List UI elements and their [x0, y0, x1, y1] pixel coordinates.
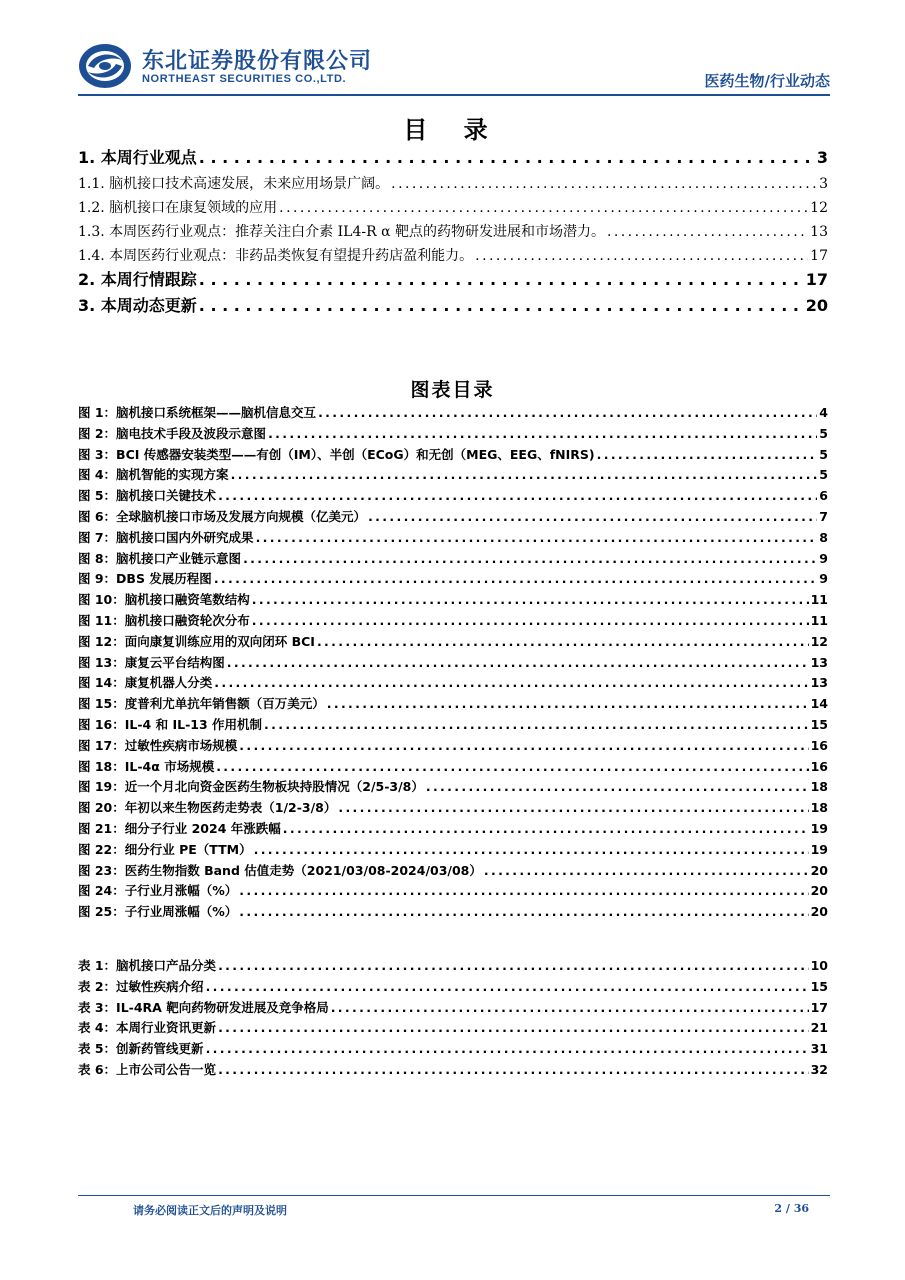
leader-dots [327, 694, 809, 715]
figure-entry[interactable] [78, 569, 828, 590]
figure-entry-label: 图 25：子行业周涨幅（%） [78, 904, 238, 920]
figure-entry[interactable] [78, 694, 828, 715]
toc-entry-page: 3 [816, 148, 828, 167]
table-entry-label: 表 5：创新药管线更新 [78, 1041, 204, 1057]
leader-dots [199, 268, 804, 292]
leader-dots [218, 1060, 809, 1081]
toc-entry[interactable] [78, 294, 828, 318]
report-section-tag: 医药生物/行业动态 [704, 72, 830, 90]
figure-entry-page: 5 [819, 425, 828, 441]
figure-entry-label: 图 11：脑机接口融资轮次分布 [78, 612, 250, 628]
figure-entry-label: 图 4：脑机智能的实现方案 [78, 467, 229, 483]
figure-entry-page: 19 [810, 820, 828, 836]
footer-divider [78, 1195, 830, 1196]
figure-entry[interactable] [78, 777, 828, 798]
figure-entry-page: 18 [810, 800, 828, 816]
figure-list [78, 403, 828, 923]
toc-entry-page: 13 [810, 224, 828, 240]
leader-dots [239, 881, 808, 902]
company-name-en: NORTHEAST SECURITIES CO.,LTD. [142, 73, 347, 85]
toc-entry[interactable] [78, 244, 828, 268]
figure-entry[interactable] [78, 465, 828, 486]
leader-dots [239, 902, 808, 923]
figure-entry-page: 14 [810, 696, 828, 712]
figure-entry-page: 11 [810, 592, 828, 608]
figure-entry-label: 图 13：康复云平台结构图 [78, 654, 225, 670]
figure-entry[interactable] [78, 819, 828, 840]
leader-dots [243, 549, 817, 570]
figure-entry-page: 16 [810, 737, 828, 753]
leader-dots [218, 956, 809, 977]
figure-entry[interactable] [78, 528, 828, 549]
figure-entry-page: 4 [819, 405, 828, 420]
table-entry[interactable] [78, 1039, 828, 1060]
figure-entry[interactable] [78, 632, 828, 653]
toc-entry-page: 17 [810, 248, 828, 264]
figure-entry-label: 图 7：脑机接口国内外研究成果 [78, 529, 254, 545]
toc-entry[interactable] [78, 268, 828, 292]
figure-entry-label: 图 24：子行业月涨幅（%） [78, 883, 238, 899]
figure-entry-page: 8 [819, 529, 828, 545]
toc-entry-label: 2. 本周行情跟踪 [78, 270, 197, 289]
table-entry-page: 17 [810, 999, 828, 1015]
figure-entry-page: 7 [819, 508, 828, 524]
leader-dots [317, 632, 809, 653]
table-entry-label: 表 6：上市公司公告一览 [78, 1061, 217, 1077]
leader-dots [199, 294, 804, 318]
figure-entry-label: 图 16：IL-4 和 IL-13 作用机制 [78, 716, 263, 732]
figure-entry-label: 图 23：医药生物指数 Band 估值走势（2021/03/08-2024/03/08） [78, 862, 482, 878]
figure-entry[interactable] [78, 715, 828, 736]
figure-entry-page: 18 [810, 779, 828, 795]
leader-dots [283, 819, 809, 840]
figure-entry-label: 图 6：全球脑机接口市场及发展方向规模（亿美元） [78, 508, 367, 524]
figure-entry[interactable] [78, 902, 828, 923]
northeast-securities-logo-icon [78, 43, 132, 89]
leader-dots [254, 840, 809, 861]
toc-entry-label: 1.3. 本周医药行业观点：推荐关注白介素 IL4-R α 靶点的药物研发进展和市场潜力。 [78, 224, 605, 240]
figure-entry-page: 15 [810, 716, 828, 732]
table-entry[interactable] [78, 1018, 828, 1039]
leader-dots [218, 1018, 809, 1039]
figure-entry-page: 12 [810, 633, 828, 649]
figure-entry-label: 图 21：细分子行业 2024 年涨跌幅 [78, 820, 281, 836]
leader-dots [227, 653, 809, 674]
leader-dots [426, 777, 809, 798]
table-list [78, 956, 828, 1081]
table-entry-page: 21 [810, 1020, 828, 1036]
toc-entry-label: 1.4. 本周医药行业观点：非药品类恢复有望提升药店盈利能力。 [78, 248, 474, 264]
table-entry-label: 表 3：IL-4RA 靶向药物研发进展及竞争格局 [78, 999, 329, 1015]
figure-entry-label: 图 20：年初以来生物医药走势表（1/2-3/8） [78, 800, 337, 816]
figure-entry-page: 16 [810, 758, 828, 774]
figure-entry-page: 9 [819, 571, 828, 587]
leader-dots [318, 403, 817, 424]
figure-entry[interactable] [78, 736, 828, 757]
toc-entry[interactable] [78, 196, 828, 220]
leader-dots [199, 146, 815, 170]
header-divider [78, 94, 830, 96]
figure-entry[interactable] [78, 673, 828, 694]
leader-dots [264, 715, 809, 736]
toc-entry-label: 1. 本周行业观点 [78, 148, 197, 167]
toc-entry[interactable] [78, 146, 828, 170]
table-entry-page: 32 [810, 1061, 828, 1077]
table-entry-label: 表 4：本周行业资讯更新 [78, 1020, 217, 1036]
toc-entry-label: 1.2. 脑机接口在康复领域的应用 [78, 200, 278, 216]
figure-entry-label: 图 19：近一个月北向资金医药生物板块持股情况（2/5-3/8） [78, 779, 424, 795]
figure-entry[interactable] [78, 653, 828, 674]
toc-entry-label: 3. 本周动态更新 [78, 296, 197, 315]
figure-entry[interactable] [78, 403, 828, 424]
leader-dots [279, 196, 808, 220]
figure-entry-page: 19 [810, 841, 828, 857]
leader-dots [475, 244, 808, 268]
leader-dots [239, 736, 808, 757]
leader-dots [216, 757, 808, 778]
figure-list-title: 图表目录 [410, 379, 495, 401]
leader-dots [214, 673, 808, 694]
leader-dots [597, 445, 818, 466]
leader-dots [607, 220, 808, 244]
figure-entry-label: 图 5：脑机接口关键技术 [78, 488, 217, 504]
figure-entry-page: 9 [819, 550, 828, 566]
figure-entry[interactable] [78, 840, 828, 861]
figure-entry-label: 图 15：度普利尤单抗年销售额（百万美元） [78, 696, 325, 712]
figure-entry[interactable] [78, 549, 828, 570]
leader-dots [256, 528, 818, 549]
leader-dots [338, 798, 808, 819]
leader-dots [331, 998, 809, 1019]
table-entry[interactable] [78, 1060, 828, 1081]
toc-entry-page: 3 [819, 176, 828, 192]
table-entry-page: 10 [810, 958, 828, 973]
page-number: 2 / 36 [774, 1202, 809, 1215]
leader-dots [484, 861, 809, 882]
table-entry[interactable] [78, 998, 828, 1019]
toc-list [78, 146, 828, 320]
toc-title: 目 录 [403, 116, 502, 144]
figure-entry-label: 图 12：面向康复训练应用的双向闭环 BCI [78, 633, 315, 649]
figure-entry[interactable] [78, 881, 828, 902]
figure-entry-label: 图 3：BCI 传感器安装类型——有创（IM）、半创（ECoG）和无创（MEG、EEG、fNIRS) [78, 446, 595, 462]
leader-dots [252, 590, 809, 611]
page-header [78, 40, 830, 96]
leader-dots [214, 569, 817, 590]
toc-entry[interactable] [78, 172, 828, 196]
toc-entry-page: 12 [810, 200, 828, 216]
figure-entry-label: 图 17：过敏性疾病市场规模 [78, 737, 238, 753]
figure-entry[interactable] [78, 861, 828, 882]
figure-entry-label: 图 2：脑电技术手段及波段示意图 [78, 425, 267, 441]
leader-dots [268, 424, 817, 445]
figure-entry[interactable] [78, 757, 828, 778]
figure-entry-label: 图 10：脑机接口融资笔数结构 [78, 592, 250, 608]
toc-entry-page: 17 [805, 270, 828, 289]
figure-entry-page: 20 [810, 883, 828, 899]
figure-entry[interactable] [78, 486, 828, 507]
table-entry-page: 15 [810, 978, 828, 994]
figure-entry-label: 图 9：DBS 发展历程图 [78, 571, 212, 587]
leader-dots [252, 611, 809, 632]
leader-dots [206, 977, 809, 998]
table-entry-page: 31 [810, 1041, 828, 1057]
figure-entry[interactable] [78, 798, 828, 819]
table-entry-label: 表 1：脑机接口产品分类 [78, 958, 217, 973]
company-name-cn: 东北证券股份有限公司 [142, 49, 373, 74]
figure-entry-page: 5 [819, 467, 828, 483]
figure-entry-page: 20 [810, 862, 828, 878]
figure-entry-page: 11 [810, 612, 828, 628]
toc-entry-label: 1.1. 脑机接口技术高速发展，未来应用场景广阔。 [78, 176, 390, 192]
figure-entry-page: 20 [810, 904, 828, 920]
figure-entry[interactable] [78, 445, 828, 466]
leader-dots [368, 507, 817, 528]
table-entry[interactable] [78, 977, 828, 998]
leader-dots [218, 486, 817, 507]
figure-entry-page: 13 [810, 654, 828, 670]
leader-dots [231, 465, 818, 486]
figure-entry-page: 13 [810, 675, 828, 691]
leader-dots [391, 172, 817, 196]
figure-entry-page: 5 [819, 446, 828, 462]
table-entry[interactable] [78, 956, 828, 977]
figure-entry-label: 图 14：康复机器人分类 [78, 675, 213, 691]
leader-dots [206, 1039, 809, 1060]
table-entry-label: 表 2：过敏性疾病介绍 [78, 978, 204, 994]
figure-entry-label: 图 22：细分行业 PE（TTM） [78, 841, 252, 857]
figure-entry[interactable] [78, 590, 828, 611]
toc-entry[interactable] [78, 220, 828, 244]
footer-disclaimer: 请务必阅读正文后的声明及说明 [133, 1204, 287, 1217]
figure-entry[interactable] [78, 424, 828, 445]
figure-entry-label: 图 8：脑机接口产业链示意图 [78, 550, 242, 566]
toc-entry-page: 20 [805, 296, 828, 315]
figure-entry-page: 6 [819, 488, 828, 504]
figure-entry-label: 图 1：脑机接口系统框架——脑机信息交互 [78, 405, 317, 420]
figure-entry-label: 图 18：IL-4α 市场规模 [78, 758, 215, 774]
figure-entry[interactable] [78, 611, 828, 632]
figure-entry[interactable] [78, 507, 828, 528]
